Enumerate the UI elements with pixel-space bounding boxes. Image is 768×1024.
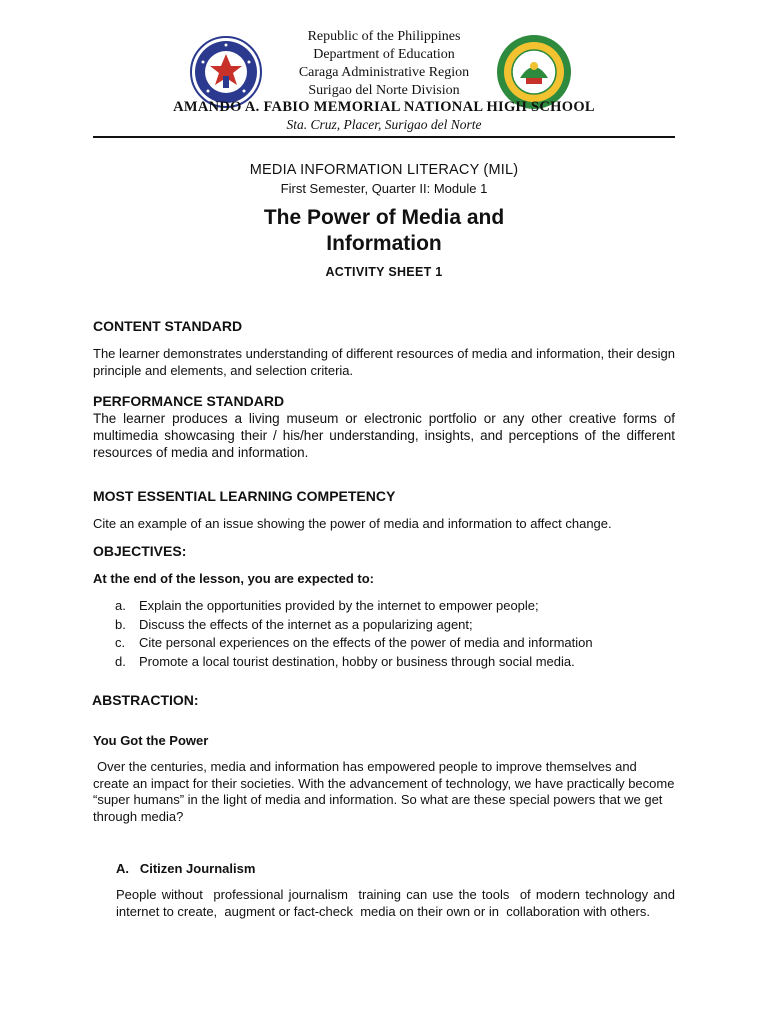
school-address: Sta. Cruz, Placer, Surigao del Norte <box>286 117 482 132</box>
semester-label: First Semester, Quarter II: Module 1 <box>280 181 488 196</box>
abstraction-subheading: You Got the Power <box>93 733 209 748</box>
activity-label: ACTIVITY SHEET 1 <box>325 265 443 279</box>
school-name: AMANDO A. FABIO MEMORIAL NATIONAL HIGH SCHOOL <box>173 99 595 115</box>
objectives-heading: OBJECTIVES: <box>93 543 187 559</box>
content-standard-text: The learner demonstrates understanding of different resources of media and information, their design principle and elements, and selection criteria. <box>93 346 675 378</box>
letterhead-department: Department of Education <box>313 47 455 62</box>
objectives-intro: At the end of the lesson, you are expected to: <box>93 571 374 586</box>
competency-heading: MOST ESSENTIAL LEARNING COMPETENCY <box>93 488 396 504</box>
letterhead-divider <box>93 136 675 138</box>
abstraction-text: Over the centuries, media and information has empowered people to improve themselves and create an impact for their societies. With the advancement of technology, we have practically become “super humans” in the light of media and information. So what are these special powers that we get through media? <box>93 759 675 824</box>
subject-title: MEDIA INFORMATION LITERACY (MIL) <box>249 162 519 178</box>
competency-text: Cite an example of an issue showing the power of media and information to affect change. <box>93 516 612 531</box>
content-standard-heading: CONTENT STANDARD <box>93 318 243 334</box>
abstraction-heading: ABSTRACTION: <box>92 692 199 708</box>
list-item: a. Explain the opportunities provided by the internet to empower people; <box>115 598 539 613</box>
letterhead-republic: Republic of the Philippines <box>307 29 461 44</box>
page-title-line-2: Information <box>326 232 442 255</box>
letterhead-division: Surigao del Norte Division <box>308 83 460 98</box>
citizen-journalism-heading: A. Citizen Journalism <box>116 861 256 876</box>
list-item: d. Promote a local tourist destination, hobby or business through social media. <box>115 653 575 669</box>
performance-standard-heading: PERFORMANCE STANDARD <box>93 393 285 409</box>
letterhead-region: Caraga Administrative Region <box>298 65 470 80</box>
list-item: b. Discuss the effects of the internet as a popularizing agent; <box>115 616 473 632</box>
citizen-journalism-text: People without professional journalism training can use the tools of modern technology and internet to create, augment or fact-check media on their own or in collaboration with others. <box>116 887 683 919</box>
list-item: c. Cite personal experiences on the effects of the power of media and information <box>115 635 593 650</box>
performance-standard-text: The learner produces a living museum or electronic portfolio or any other creative forms of multimedia showcasing their / his/her understanding, insights, and perceptions of the different resources of media and information. <box>93 411 675 460</box>
page-title-line-1: The Power of Media and <box>263 206 505 229</box>
page-title <box>0 205 768 257</box>
objectives-list <box>115 597 675 671</box>
